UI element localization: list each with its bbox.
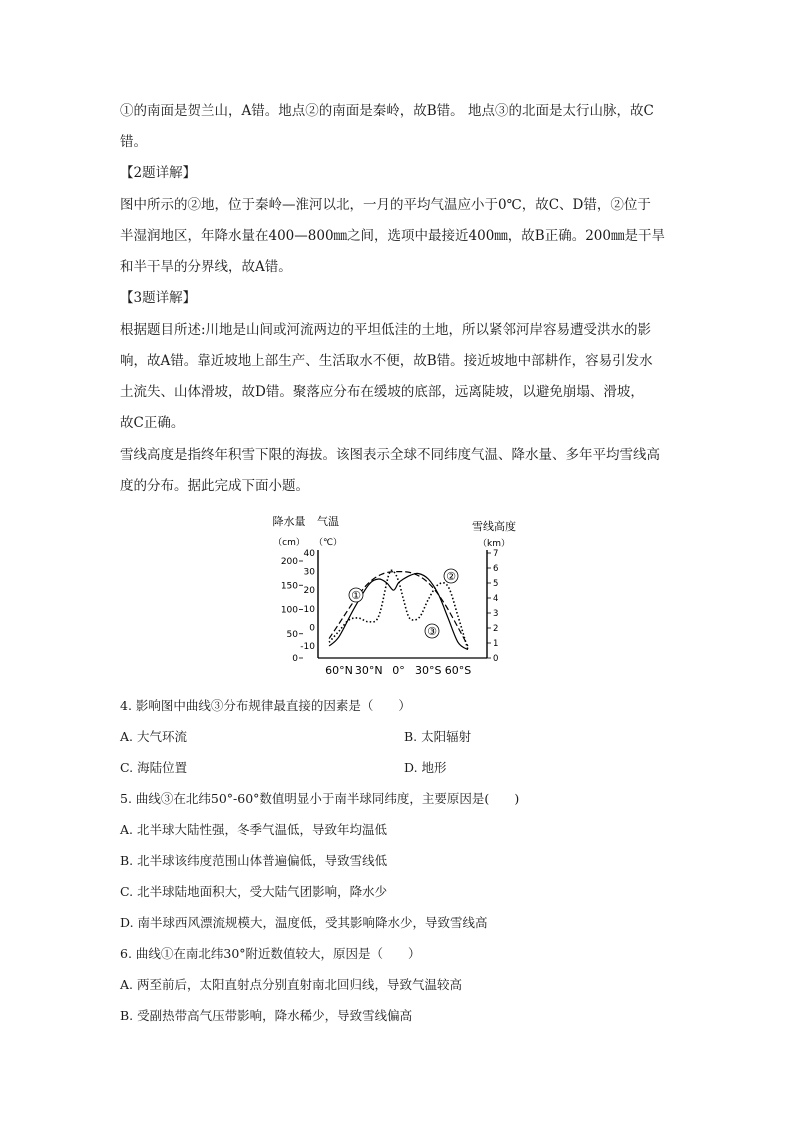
left-tick-label: 100 (280, 605, 298, 616)
right-tick-labels (487, 549, 498, 664)
text-line: ①的南面是贺兰山，A错。地点②的南面是秦岭，故B错。 地点③的北面是太行山脉，故C (120, 103, 654, 119)
right-tick-label: 3 (493, 609, 499, 619)
x-tick-label: 30°S (415, 664, 442, 677)
text-line: 度的分布。据此完成下面小题。 (120, 478, 309, 494)
middle-tick-label: 30 (303, 567, 315, 578)
middle-tick-labels (300, 549, 315, 652)
middle-axis-title: 气温 (317, 515, 339, 528)
right-tick-label: 7 (493, 549, 499, 559)
x-tick-label: 0° (392, 664, 405, 677)
text-line: 雪线高度是指终年积雪下限的海拔。该图表示全球不同纬度气温、降水量、多年平均雪线高 (120, 447, 660, 463)
latitude-chart (260, 512, 540, 682)
text-line: 根据题目所述:川地是山间或河流两边的平坦低洼的土地，所以紧邻河岸容易遭受洪水的影 (120, 322, 652, 338)
svg-text:③: ③ (427, 625, 437, 638)
section-heading: 【2题详解】 (120, 165, 197, 181)
middle-tick-label: 10 (303, 604, 315, 615)
x-tick-labels (325, 664, 471, 677)
text-line: 响，故A错。靠近坡地上部生产、生活取水不便，故B错。接近坡地中部耕作，容易引发水 (120, 353, 653, 369)
q5-option-b: B. 北半球该纬度范围山体普遍偏低，导致雪线低 (120, 853, 388, 868)
q4-option-d: D. 地形 (404, 760, 447, 775)
right-tick-label: 4 (493, 594, 499, 604)
middle-tick-label: 40 (303, 549, 315, 559)
right-tick-label: 5 (493, 579, 499, 589)
curve-label-2 (444, 569, 458, 583)
left-tick-label: 200 (280, 557, 298, 567)
middle-tick-label: 0 (309, 623, 315, 634)
middle-tick-label: 20 (303, 586, 315, 597)
text-line: 半湿润地区，年降水量在400—800㎜之间，选项中最接近400㎜，故B正确。200㎜是干旱 (120, 228, 665, 244)
middle-axis-unit: （℃） (313, 538, 343, 548)
right-tick-label: 1 (493, 639, 499, 649)
text-line: 故C正确。 (120, 415, 185, 431)
right-axis-unit: （km） (478, 539, 510, 549)
text-line: 土流失、山体滑坡，故D错。聚落应分布在缓坡的底部，远离陡坡，以避免崩塌、滑坡， (120, 384, 644, 400)
left-axis-unit: （cm） (273, 538, 305, 548)
middle-tick-label: -10 (300, 642, 315, 652)
left-tick-label: 0 (292, 654, 298, 664)
x-tick-label: 30°N (354, 664, 383, 677)
question-6-stem: 6. 曲线①在南北纬30°附近数值较大，原因是（ ） (120, 946, 421, 961)
text-line: 错。 (120, 134, 147, 150)
q4-option-b: B. 太阳辐射 (404, 729, 472, 744)
q4-option-c: C. 海陆位置 (120, 760, 188, 775)
section-heading: 【3题详解】 (120, 290, 197, 306)
right-axis-title: 雪线高度 (472, 520, 516, 533)
question-5-stem: 5. 曲线③在北纬50°-60°数值明显小于南半球同纬度，主要原因是( ) (120, 791, 520, 806)
question-4-stem: 4. 影响图中曲线③分布规律最直接的因素是（ ） (120, 698, 411, 713)
left-tick-label: 150 (280, 581, 298, 592)
q6-option-a: A. 两至前后，太阳直射点分别直射南北回归线，导致气温较高 (120, 977, 462, 992)
text-line: 和半干旱的分界线，故A错。 (120, 259, 292, 275)
curve-label-1 (349, 588, 363, 602)
x-tick-label: 60°N (325, 664, 353, 677)
left-tick-label: 50 (286, 629, 298, 640)
curve-label-3 (425, 624, 439, 638)
svg-text:②: ② (446, 570, 456, 583)
q4-option-a: A. 大气环流 (120, 729, 187, 744)
q5-option-a: A. 北半球大陆性强，冬季气温低，导致年均温低 (120, 822, 387, 837)
right-tick-label: 2 (493, 624, 499, 634)
q6-option-b: B. 受副热带高气压带影响，降水稀少，导致雪线偏高 (120, 1008, 413, 1023)
text-line: 图中所示的②地，位于秦岭—淮河以北，一月的平均气温应小于0℃，故C、D错，②位于 (120, 197, 651, 213)
q5-option-d: D. 南半球西风漂流规模大，温度低，受其影响降水少，导致雪线高 (120, 915, 488, 930)
x-tick-label: 60°S (444, 664, 472, 677)
right-tick-label: 6 (493, 564, 499, 574)
right-tick-label: 0 (493, 654, 499, 664)
left-axis-title: 降水量 (272, 515, 306, 528)
svg-text:①: ① (351, 589, 361, 602)
q5-option-c: C. 北半球陆地面积大，受大陆气团影响，降水少 (120, 884, 388, 899)
